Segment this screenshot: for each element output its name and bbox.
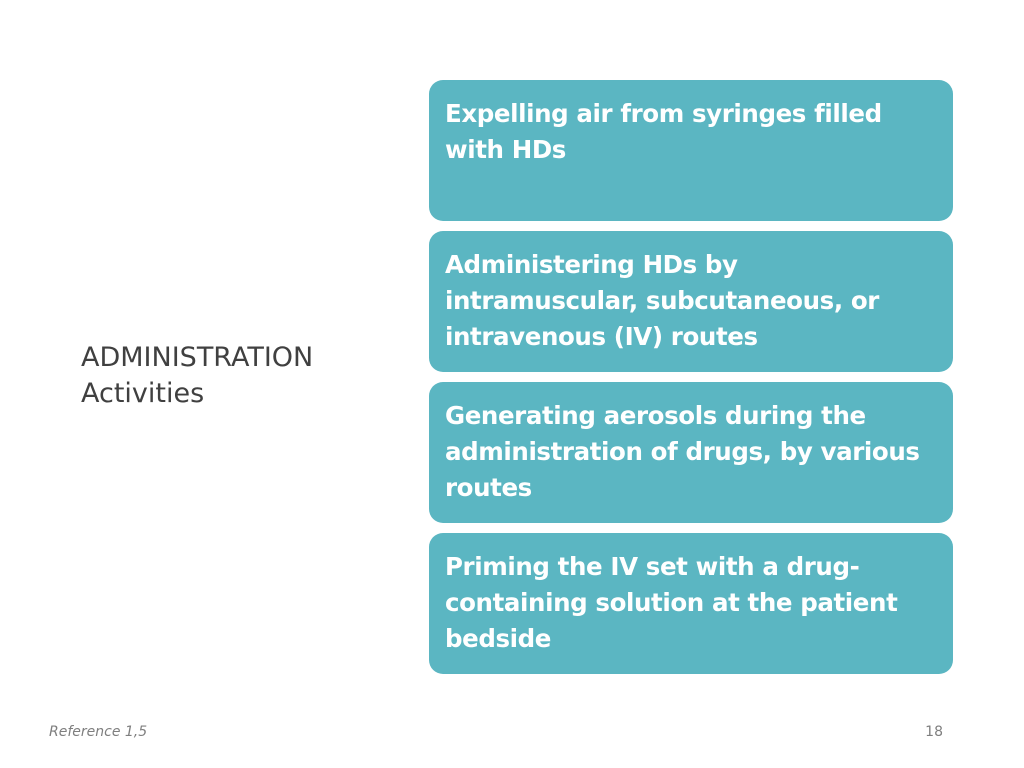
activity-card-text: Priming the IV set with a drug-containing solution at the patient bedside (445, 552, 898, 653)
footer-reference: Reference 1,5 (49, 724, 148, 740)
activity-card-expelling-air (429, 80, 953, 221)
page-number: 18 (925, 724, 943, 740)
activity-card-text: Expelling air from syringes filled with HDs (445, 99, 882, 164)
activity-card-text: Administering HDs by intramuscular, subcutaneous, or intravenous (IV) routes (445, 250, 879, 351)
activity-card-text: Generating aerosols during the administration of drugs, by various routes (445, 401, 920, 502)
activity-card-generating-aerosols (429, 382, 953, 523)
section-heading-line1: ADMINISTRATION (81, 342, 314, 373)
activity-card-administering-routes (429, 231, 953, 372)
section-heading (81, 340, 401, 412)
activity-card-priming-iv-set (429, 533, 953, 674)
section-heading-line2: Activities (81, 378, 205, 409)
